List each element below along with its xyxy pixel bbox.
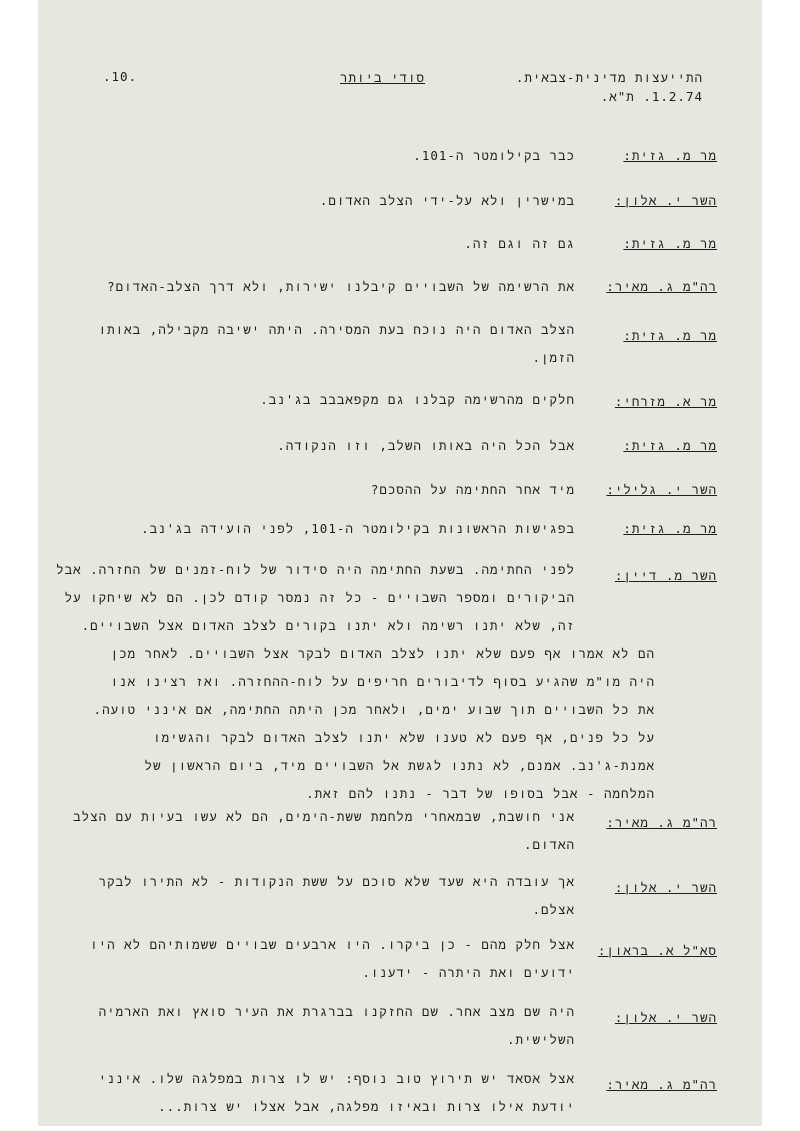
speech-text: בפגישות הראשונות בקילומטר ה-101, לפני הועידה בג'נב. (141, 521, 575, 536)
speech-text: אבל הכל היה באותו השלב, וזו הנקודה. (277, 438, 575, 453)
speech-text: גם זה וגם זה. (464, 236, 575, 251)
speech-text: הצלב האדום היה נוכח בעת המסירה. היתה ישיבה מקבילה, באותו הזמן. (98, 322, 575, 365)
speech-text: היה שם מצב אחר. שם החזקנו בברגרת את העיר סואץ ואת הארמיה השלישית. (98, 1004, 575, 1047)
speaker-name: השר י. אלון: (614, 1010, 717, 1025)
scan-edge (38, 1126, 762, 1131)
speech-text: מיד אחר החתימה על ההסכם? (370, 482, 575, 497)
speech-text: אך עובדה היא שעד שלא סוכם על ששת הנקודות - לא התירו לבקר אצלם. (98, 874, 575, 917)
speaker-name: מר מ. גזית: (623, 521, 717, 536)
page-number: .10. (103, 69, 138, 84)
speech-text: במישרין ולא על-ידי הצלב האדום. (319, 193, 575, 208)
document-title: התייעצות מדינית-צבאית. (515, 70, 703, 85)
speaker-name: מר מ. גזית: (623, 236, 717, 251)
speaker-name: מר מ. גזית: (623, 328, 717, 343)
speech-text: חלקים מהרשימה קבלנו גם מקפאבבב בג'נב. (260, 392, 575, 407)
speaker-name: מר מ. גזית: (623, 438, 717, 453)
speaker-name: רה"מ ג. מאיר: (606, 1077, 717, 1092)
speech-text: אצל חלק מהם - כן ביקרו. היו ארבעים שבויים ששמותיהם לא היו ידועים ואת היתרה - ידענו. (90, 937, 575, 980)
speaker-name: השר י. אלון: (614, 880, 717, 895)
document-date: 1.2.74. ת"א. (600, 89, 703, 104)
speech-text: אצל אסאד יש תירוץ טוב נוסף: יש לו צרות במפלגה שלו. אינני יודעת אילו צרות ובאיזו מפלגה, אבל אצלו יש צרות... (98, 1071, 575, 1114)
classification-label: סודי ביותר (340, 70, 426, 85)
speech-text: את הרשימה של השבויים קיבלנו ישירות, ולא דרך הצלב-האדום? (107, 279, 575, 294)
speech-continuation: הם לא אמרו אף פעם שלא יתנו לצלב האדום לבקר אצל השבויים. לאחר מכן היה מו"מ שהגיע בסוף לדיבורים חריפים על לוח-ההחזרה. ואז רצינו אנו את כל השבויים תוך שבוע ימים, ולאחר מכן היתה החתימה, אם אינני טועה. על כל פנים, אף פעם לא טענו שלא יתנו לצלב האדום לבקר והגשימו אמנת-ג'נב. אמנם, לא נתנו לגשת אל השבויים מיד, ביום הראשון של המלחמה - אבל בסופו של דבר - נתנו להם זאת. (93, 646, 655, 801)
speaker-name: השר מ. דיין: (614, 568, 717, 583)
speech-text: לפני החתימה. בשעת החתימה היה סידור של לוח-זמנים של החזרה. אבל הביקורים ומספר השבויים - כל זה נמסר קודם לכן. הם לא שיחקו על זה, שלא יתנו רשימה ולא יתנו בקורים לצלב האדום אצל השבויים. (56, 562, 575, 633)
speaker-name: השר י. אלון: (614, 193, 717, 208)
speaker-name: רה"מ ג. מאיר: (606, 279, 717, 294)
speaker-name: השר י. גלילי: (606, 482, 717, 497)
speaker-name: רה"מ ג. מאיר: (606, 815, 717, 830)
speaker-name: מר א. מזרחי: (614, 394, 717, 409)
speech-text: אני חושבת, שבמאחרי מלחמת ששת-הימים, הם לא עשו בעיות עם הצלב האדום. (73, 809, 575, 852)
speaker-name: סא"ל א. בראון: (597, 943, 717, 958)
speech-text: כבר בקילומטר ה-101. (413, 148, 575, 163)
speaker-name: מר מ. גזית: (623, 148, 717, 163)
